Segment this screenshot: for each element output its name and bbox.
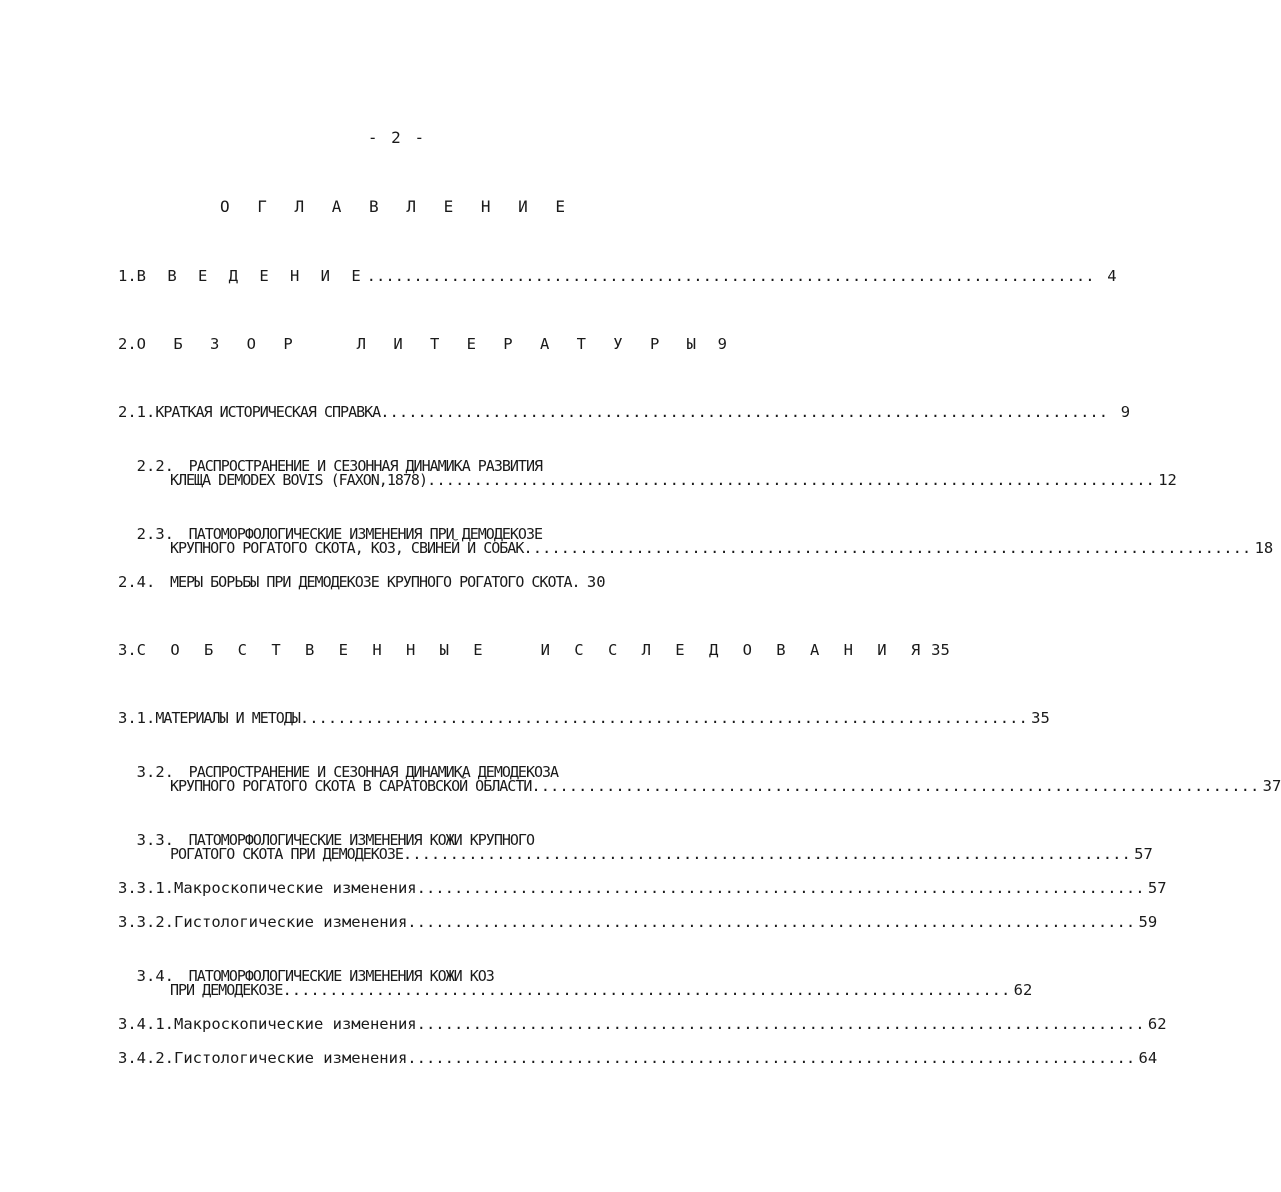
toc-entry-number: 3.3.2.	[118, 913, 174, 931]
toc-entry-number: 3.3.	[136, 831, 174, 849]
toc-entry-title: РАСПРОСТРАНЕНИЕ И СЕЗОННАЯ ДИНАМИКА РАЗВИТИЯ	[188, 457, 543, 475]
toc-entry-page: 9	[717, 335, 727, 353]
toc-entry-number: 2.4.	[118, 573, 156, 591]
toc-entry-title: В В Е Д Е Н И Е	[136, 267, 367, 285]
toc-entry-3-2-line-1	[118, 742, 718, 781]
toc-leader-dots: ..............................................................................	[402, 845, 1131, 863]
toc-entry-title: Макроскопические изменения	[174, 879, 417, 897]
toc-leader-dots: ..............................................................................	[299, 709, 1028, 727]
toc-entry-title: С О Б С Т В Е Н Н Ы Е И С С Л Е Д О В А Н И Я	[136, 641, 928, 659]
toc-entry-3-4-line-1	[118, 946, 718, 985]
toc-entry-2-3-line-1	[118, 504, 718, 543]
toc-entry-page: 57	[1134, 845, 1153, 863]
toc-entry-page: 57	[1147, 879, 1167, 897]
toc-entry-own-research	[118, 640, 950, 660]
toc-entry-title: Гистологические изменения	[174, 913, 408, 931]
toc-entry-title: О Б З О Р Л И Т Е Р А Т У Р Ы	[136, 335, 705, 353]
toc-entry-number: 2.2.	[136, 457, 174, 475]
toc-entry-2-1	[118, 402, 1131, 422]
toc-entry-title: ПАТОМОРФОЛОГИЧЕСКИЕ ИЗМЕНЕНИЯ КОЖИ КРУПНОГО	[188, 831, 534, 849]
toc-entry-number: 2.3.	[136, 525, 174, 543]
toc-entry-number: 3.2.	[136, 763, 174, 781]
toc-entry-number: 3.4.1.	[118, 1015, 174, 1033]
toc-entry-3-4-line-2	[170, 980, 1033, 1000]
toc-entry-title-continued: КЛЕЩА DEMODEX BOVIS (FAXON,1878)	[170, 471, 427, 489]
toc-entry-page: 9	[1120, 403, 1131, 421]
toc-entry-title-continued: РОГАТОГО СКОТА ПРИ ДЕМОДЕКОЗЕ	[170, 845, 403, 863]
toc-entry-title-continued: КРУПНОГО РОГАТОГО СКОТА, КОЗ, СВИНЕЙ И СОБАК	[170, 539, 524, 557]
toc-leader-dots: ..............................................................................	[416, 1015, 1145, 1033]
toc-entry-3-3-line-2	[170, 844, 1153, 864]
toc-entry-title: РАСПРОСТРАНЕНИЕ И СЕЗОННАЯ ДИНАМИКА ДЕМОДЕКОЗА	[188, 763, 559, 781]
toc-entry-title-continued: КРУПНОГО РОГАТОГО СКОТА В САРАТОВСКОЙ ОБЛАСТИ	[170, 777, 532, 795]
toc-entry-title: Макроскопические изменения	[174, 1015, 417, 1033]
toc-entry-page: 62	[1013, 981, 1033, 999]
toc-entry-3-4-1	[118, 1014, 1167, 1034]
toc-leader-dots: ..............................................................................	[407, 1049, 1136, 1067]
toc-entry-introduction	[118, 266, 1117, 286]
toc-entry-page: 59	[1138, 913, 1158, 931]
toc-title: О Г Л А В Л Е Н И Е	[219, 197, 575, 216]
toc-entry-page: 30	[586, 573, 606, 591]
toc-entry-number: 3.3.1.	[118, 879, 174, 897]
toc-entry-3-3-line-1	[118, 810, 718, 849]
toc-entry-2-3-line-2	[170, 538, 1274, 558]
toc-entry-title: МАТЕРИАЛЫ И МЕТОДЫ	[155, 709, 300, 727]
toc-entry-3-1	[118, 708, 1050, 728]
toc-entry-3-3-2	[118, 912, 1158, 932]
toc-entry-number: 2.1.	[118, 403, 156, 421]
toc-entry-title: КРАТКАЯ ИСТОРИЧЕСКАЯ СПРАВКА	[155, 403, 381, 421]
toc-leader-dots: ..............................................................................	[426, 471, 1155, 489]
toc-entry-page: 62	[1147, 1015, 1167, 1033]
toc-entry-number: 3.4.2.	[118, 1049, 174, 1067]
toc-entry-title: ПАТОМОРФОЛОГИЧЕСКИЕ ИЗМЕНЕНИЯ ПРИ ДЕМОДЕКОЗЕ	[188, 525, 543, 543]
toc-entry-3-4-2	[118, 1048, 1158, 1068]
toc-entry-number: 2.	[118, 335, 137, 353]
toc-leader-dots: ..............................................................................	[282, 981, 1011, 999]
page-number: - 2 -	[367, 128, 427, 147]
toc-leader-dots: ..............................................................................	[407, 913, 1136, 931]
toc-entry-page: 12	[1158, 471, 1177, 489]
toc-entry-page: 64	[1138, 1049, 1158, 1067]
toc-entry-title-continued: ПРИ ДЕМОДЕКОЗЕ	[170, 981, 283, 999]
toc-leader-dots: ..............................................................................	[366, 267, 1095, 285]
toc-leader-dots: ..............................................................................	[523, 539, 1252, 557]
toc-entry-number: 3.	[118, 641, 137, 659]
toc-entry-page: 18	[1254, 539, 1274, 557]
toc-leader-dots: ..............................................................................	[416, 879, 1145, 897]
toc-leader-dots: ..............................................................................	[531, 777, 1260, 795]
toc-entry-literature-review	[118, 334, 727, 354]
toc-entry-3-3-1	[118, 878, 1167, 898]
toc-entry-number: 3.4.	[136, 967, 174, 985]
toc-entry-page: 35	[1031, 709, 1050, 727]
toc-entry-number: 1.	[118, 267, 137, 285]
toc-entry-title: МЕРЫ БОРЬБЫ ПРИ ДЕМОДЕКОЗЕ КРУПНОГО РОГАТОГО СКОТА.	[170, 573, 580, 591]
toc-entry-page: 4	[1107, 267, 1117, 285]
toc-entry-title: Гистологические изменения	[174, 1049, 408, 1067]
toc-leader-dots: ..............................................................................	[380, 403, 1109, 421]
toc-entry-2-2-line-1	[118, 436, 718, 475]
toc-entry-2-2-line-2	[170, 470, 1177, 490]
toc-entry-2-4	[118, 572, 714, 592]
toc-entry-title: ПАТОМОРФОЛОГИЧЕСКИЕ ИЗМЕНЕНИЯ КОЖИ КОЗ	[188, 967, 494, 985]
toc-entry-number: 3.1.	[118, 709, 156, 727]
toc-entry-page: 35	[931, 641, 950, 659]
toc-entry-3-2-line-2	[170, 776, 1281, 796]
toc-entry-page: 37	[1262, 777, 1281, 795]
